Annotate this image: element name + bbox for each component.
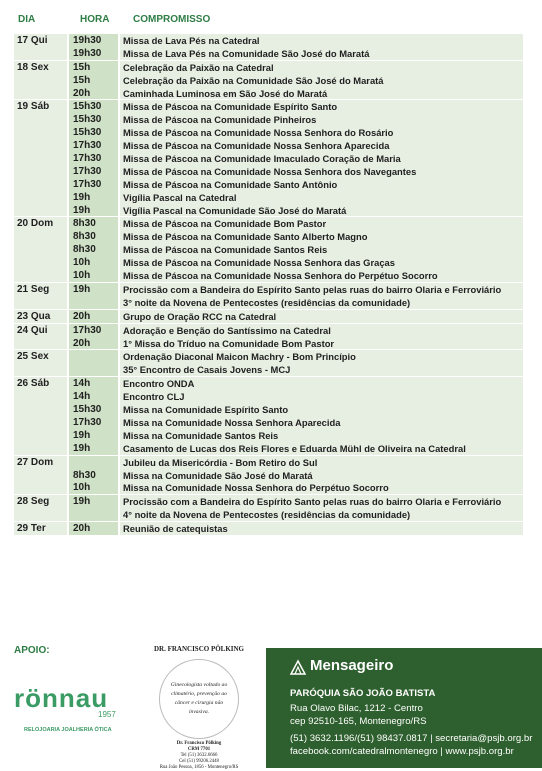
event-time: 19h [69, 429, 118, 442]
event-row [67, 100, 523, 113]
day-label: 27 Dom [14, 456, 67, 495]
day-row [14, 282, 523, 309]
event-time: 8h30 [69, 243, 118, 256]
event-row [67, 204, 523, 217]
ronnau-year: 1957 [98, 710, 116, 719]
event-row [67, 126, 523, 139]
doctor-name: DR. FRANCISCO PÖLKING [153, 645, 245, 653]
day-label: 25 Sex [14, 350, 67, 376]
day-row [14, 60, 523, 100]
parish-address1: Rua Olavo Bilac, 1212 - Centro [290, 703, 423, 714]
day-events [67, 100, 523, 216]
day-label: 18 Sex [14, 61, 67, 100]
doctor-circle [159, 659, 239, 739]
mensageiro-logo-icon [289, 658, 307, 676]
event-text: Casamento de Lucas dos Reis Flores e Eduarda Mühl de Oliveira na Catedral [120, 442, 523, 455]
event-time: 20h [69, 310, 118, 323]
event-time: 14h [69, 390, 118, 403]
header-hora: HORA [80, 14, 110, 25]
event-text: Missa de Páscoa na Comunidade Bom Pastor [120, 217, 523, 230]
doctor-crm: CRM 7701 [187, 747, 211, 752]
day-events [67, 34, 523, 60]
event-text: Caminhada Luminosa em São José do Maratá [120, 87, 523, 100]
event-row [67, 442, 523, 455]
doctor-tel: Tel (51) 3632.6666 [180, 753, 218, 758]
event-text: Missa de Páscoa na Comunidade Santos Reis [120, 243, 523, 256]
event-text: Missa de Páscoa na Comunidade Imaculado Coração de Maria [120, 152, 523, 165]
event-row [67, 296, 523, 309]
event-time: 19h [69, 204, 118, 217]
event-time [69, 363, 118, 376]
day-label: 26 Sáb [14, 377, 67, 454]
event-time [69, 350, 118, 363]
event-time: 17h30 [69, 165, 118, 178]
event-text: Celebração da Paixão na Comunidade São José do Maratá [120, 74, 523, 87]
event-row [67, 469, 523, 482]
day-events [67, 217, 523, 281]
doctor-ad [140, 645, 258, 771]
event-row [67, 456, 523, 469]
event-row [67, 113, 523, 126]
parish-contact1: (51) 3632.1196/(51) 98437.0817 | secretaria@psjb.org.br [290, 733, 533, 744]
event-text: Missa de Páscoa na Comunidade Nossa Senhora do Rosário [120, 126, 523, 139]
day-events [67, 283, 523, 309]
event-time [69, 508, 118, 521]
event-text: Vigília Pascal na Catedral [120, 191, 523, 204]
event-time: 19h [69, 442, 118, 455]
event-row [67, 310, 523, 323]
event-text: Missa de Páscoa na Comunidade Espírito Santo [120, 100, 523, 113]
event-text: Celebração da Paixão na Catedral [120, 61, 523, 74]
apoio-label: APOIO: [14, 645, 50, 656]
day-row [14, 309, 523, 323]
event-row [67, 87, 523, 100]
event-time: 19h [69, 495, 118, 508]
event-text: 4° noite da Novena de Pentecostes (residências da comunidade) [120, 508, 523, 521]
day-label: 24 Qui [14, 324, 67, 350]
doctor-cel: Cel (51) 99206.2448 [179, 759, 219, 764]
event-time [69, 456, 118, 469]
event-time: 15h30 [69, 113, 118, 126]
doctor-address: Rua João Pessoa, 1856 - Montenegro/RS [159, 765, 239, 770]
event-row [67, 363, 523, 376]
event-time: 20h [69, 87, 118, 100]
event-time: 8h30 [69, 230, 118, 243]
event-time: 19h [69, 191, 118, 204]
event-text: Encontro CLJ [120, 390, 523, 403]
event-row [67, 508, 523, 521]
event-text: 1° Missa do Tríduo na Comunidade Bom Pastor [120, 337, 523, 350]
day-events [67, 377, 523, 454]
event-text: Missa de Páscoa na Comunidade Nossa Senhora das Graças [120, 256, 523, 269]
event-time: 15h [69, 61, 118, 74]
ronnau-logo: rönnau [14, 683, 109, 713]
day-label: 29 Ter [14, 522, 67, 535]
day-events [67, 324, 523, 350]
day-row [14, 349, 523, 376]
event-text: Ordenação Diaconal Maicon Machry - Bom Princípio [120, 350, 523, 363]
event-text: Missa na Comunidade Espírito Santo [120, 403, 523, 416]
event-time: 15h [69, 74, 118, 87]
day-row [14, 494, 523, 521]
day-row [14, 33, 523, 60]
day-label: 28 Seg [14, 495, 67, 521]
event-row [67, 283, 523, 296]
event-time: 19h30 [69, 34, 118, 47]
parish-name: PARÓQUIA SÃO JOÃO BATISTA [290, 688, 436, 699]
event-time: 17h30 [69, 139, 118, 152]
event-row [67, 74, 523, 87]
event-time: 8h30 [69, 469, 118, 482]
event-text: Encontro ONDA [120, 377, 523, 390]
event-text: Missa de Páscoa na Comunidade Pinheiros [120, 113, 523, 126]
event-text: 35° Encontro de Casais Jovens - MCJ [120, 363, 523, 376]
day-label: 17 Qui [14, 34, 67, 60]
event-row [67, 139, 523, 152]
event-time: 10h [69, 481, 118, 494]
day-row [14, 323, 523, 350]
event-row [67, 152, 523, 165]
event-text: Grupo de Oração RCC na Catedral [120, 310, 523, 323]
event-time: 15h30 [69, 126, 118, 139]
event-row [67, 47, 523, 60]
day-label: 23 Qua [14, 310, 67, 323]
event-text: Adoração e Benção do Santíssimo na Catedral [120, 324, 523, 337]
event-time: 10h [69, 269, 118, 282]
event-text: Missa de Lava Pés na Comunidade São José do Maratá [120, 47, 523, 60]
event-time: 10h [69, 256, 118, 269]
day-row [14, 521, 523, 535]
event-time: 19h30 [69, 47, 118, 60]
event-row [67, 191, 523, 204]
event-time: 17h30 [69, 152, 118, 165]
event-row [67, 337, 523, 350]
event-text: Jubileu da Misericórdia - Bom Retiro do Sul [120, 456, 523, 469]
day-row [14, 216, 523, 281]
event-time [69, 296, 118, 309]
ronnau-tagline: RELOJOARIA JOALHERIA ÓTICA [24, 727, 112, 733]
event-row [67, 256, 523, 269]
event-row [67, 403, 523, 416]
mensageiro-brand: Mensageiro [310, 657, 394, 674]
event-time: 17h30 [69, 178, 118, 191]
event-row [67, 269, 523, 282]
day-label: 20 Dom [14, 217, 67, 281]
event-time: 15h30 [69, 403, 118, 416]
event-time: 14h [69, 377, 118, 390]
event-time: 17h30 [69, 324, 118, 337]
event-text: Missa na Comunidade Santos Reis [120, 429, 523, 442]
event-text: Missa na Comunidade Nossa Senhora Aparecida [120, 416, 523, 429]
event-row [67, 178, 523, 191]
day-row [14, 376, 523, 454]
event-row [67, 481, 523, 494]
event-text: Procissão com a Bandeira do Espírito Santo pelas ruas do bairro Olaria e Ferroviário [120, 495, 523, 508]
event-row [67, 217, 523, 230]
table-header [0, 14, 542, 30]
parish-contact2: facebook.com/catedralmontenegro | www.psjb.org.br [290, 746, 514, 757]
event-row [67, 495, 523, 508]
day-label: 21 Seg [14, 283, 67, 309]
event-text: Missa de Páscoa na Comunidade Nossa Senhora Aparecida [120, 139, 523, 152]
event-row [67, 390, 523, 403]
day-row [14, 99, 523, 216]
event-row [67, 429, 523, 442]
schedule-table [14, 33, 523, 535]
doctor-circle-text: Ginecologista voltado ao climatério, prevenção ao câncer e cirurgia não invasiva. [170, 682, 228, 715]
header-compromisso: COMPROMISSO [133, 14, 211, 25]
event-row [67, 350, 523, 363]
header-dia: DIA [18, 14, 36, 25]
event-text: Missa na Comunidade Nossa Senhora do Perpétuo Socorro [120, 481, 523, 494]
event-text: 3° noite da Novena de Pentecostes (residências da comunidade) [120, 296, 523, 309]
event-text: Missa na Comunidade São José do Maratá [120, 469, 523, 482]
event-time: 15h30 [69, 100, 118, 113]
day-events [67, 61, 523, 100]
event-row [67, 522, 523, 535]
event-text: Reunião de catequistas [120, 522, 523, 535]
event-row [67, 377, 523, 390]
event-time: 20h [69, 522, 118, 535]
event-text: Procissão com a Bandeira do Espírito Santo pelas ruas do bairro Olaria e Ferroviário [120, 283, 523, 296]
event-row [67, 61, 523, 74]
event-text: Missa de Lava Pés na Catedral [120, 34, 523, 47]
day-events [67, 456, 523, 495]
day-events [67, 350, 523, 376]
day-events [67, 310, 523, 323]
event-text: Missa de Páscoa na Comunidade Santo Antônio [120, 178, 523, 191]
event-text: Missa de Páscoa na Comunidade Nossa Senhora do Perpétuo Socorro [120, 269, 523, 282]
event-time: 8h30 [69, 217, 118, 230]
event-row [67, 165, 523, 178]
event-row [67, 324, 523, 337]
event-row [67, 34, 523, 47]
event-row [67, 243, 523, 256]
event-text: Missa de Páscoa na Comunidade Santo Alberto Magno [120, 230, 523, 243]
event-row [67, 230, 523, 243]
day-row [14, 455, 523, 495]
event-time: 19h [69, 283, 118, 296]
event-row [67, 416, 523, 429]
day-events [67, 522, 523, 535]
event-text: Missa de Páscoa na Comunidade Nossa Senhora dos Navegantes [120, 165, 523, 178]
day-label: 19 Sáb [14, 100, 67, 216]
event-time: 20h [69, 337, 118, 350]
parish-address2: cep 92510-165, Montenegro/RS [290, 716, 427, 727]
event-text: Vigília Pascal na Comunidade São José do Maratá [120, 204, 523, 217]
day-events [67, 495, 523, 521]
doctor-signature-name: Dr. Francisco Pölking [176, 741, 222, 746]
event-time: 17h30 [69, 416, 118, 429]
